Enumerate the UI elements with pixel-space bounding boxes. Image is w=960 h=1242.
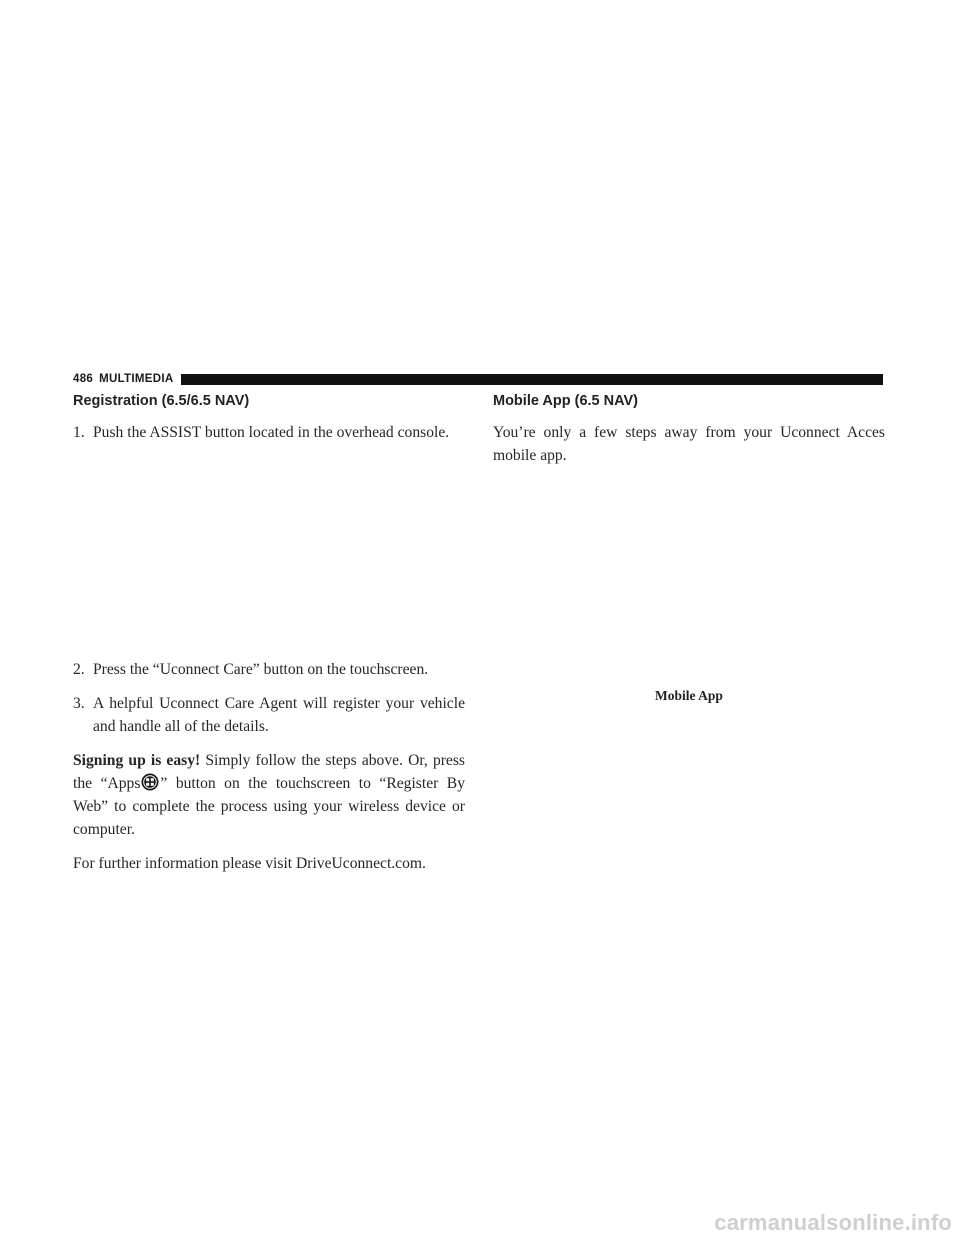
step-text: Press the “Uconnect Care” button on the touchscreen. xyxy=(93,661,429,678)
left-column xyxy=(73,393,465,875)
header-rule xyxy=(181,374,883,385)
mobile-app-heading: Mobile App (6.5 NAV) xyxy=(493,393,638,409)
right-column xyxy=(493,393,885,467)
step-number: 3. xyxy=(73,695,85,712)
step-text: Push the ASSIST button located in the overhead console. xyxy=(93,424,450,441)
section-name: MULTIMEDIA xyxy=(99,373,174,385)
step-3 xyxy=(73,692,465,738)
registration-heading: Registration (6.5/6.5 NAV) xyxy=(73,393,250,409)
figure-placeholder xyxy=(73,444,465,658)
step-number: 2. xyxy=(73,661,85,678)
step-text: A helpful Uconnect Care Agent will register your vehicle and handle all of the details. xyxy=(93,695,465,735)
signup-text-1: Simply follow the steps above. Or, press the “Apps xyxy=(73,752,465,792)
signup-text-2: ” button on the touchscreen to “Register By Web” to complete the process using your wireless device or computer. xyxy=(73,775,466,838)
figure-caption: Mobile App xyxy=(655,688,723,703)
further-info-paragraph: For further information please visit DriveUconnect.com. xyxy=(73,855,426,872)
watermark: carmanualsonline.info xyxy=(714,1210,952,1235)
running-head xyxy=(73,372,883,386)
step-number: 1. xyxy=(73,424,85,441)
signup-paragraph xyxy=(73,749,465,841)
page-number: 486 xyxy=(73,373,94,385)
step-2 xyxy=(73,658,465,681)
apps-icon xyxy=(141,773,159,791)
step-1 xyxy=(73,421,465,444)
signup-lead: Signing up is easy! xyxy=(73,752,201,769)
mobile-app-intro: You’re only a few steps away from your Uconnect Acces mobile app. xyxy=(493,424,885,464)
